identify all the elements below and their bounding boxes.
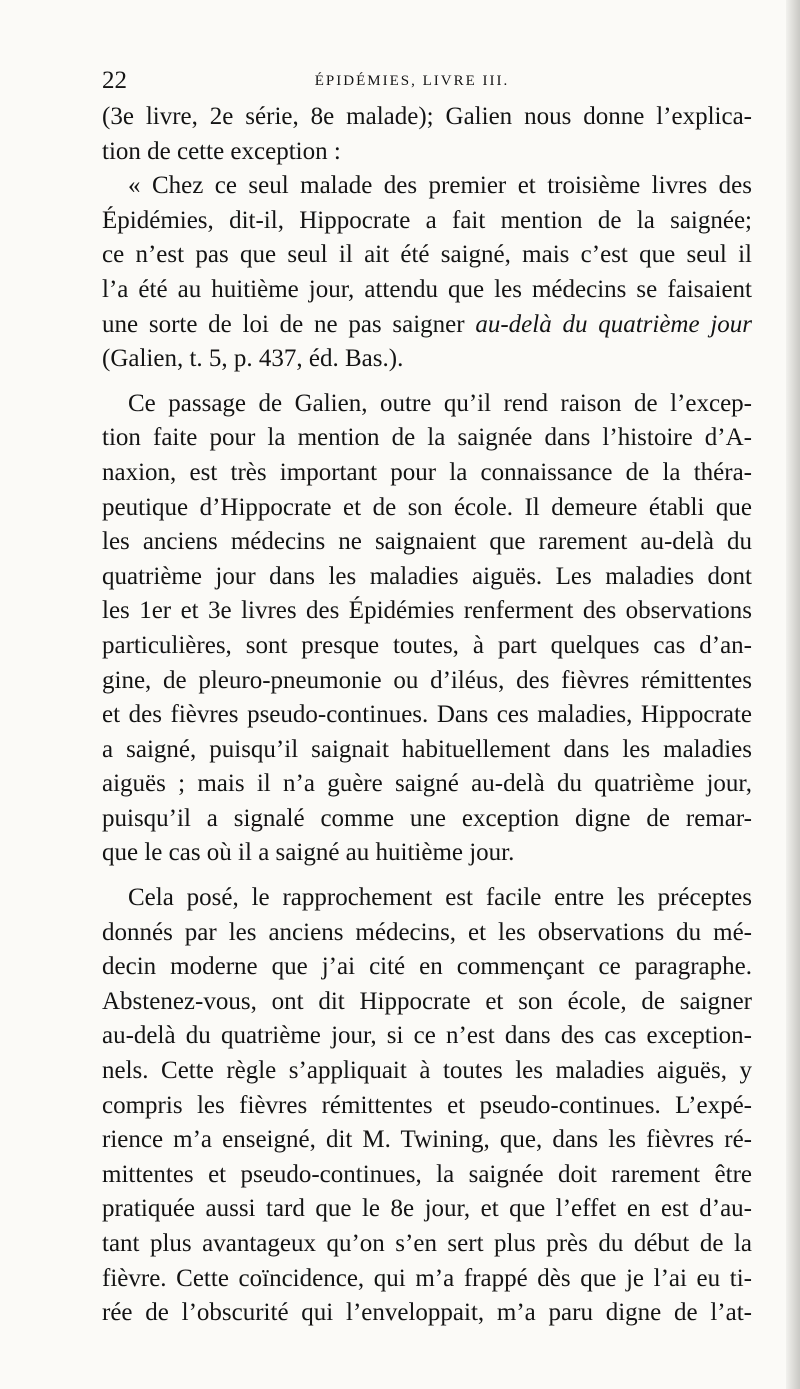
- text-line: puisqu’il a signalé comme une exception digne de remar-: [102, 804, 752, 832]
- italic-phrase: au-delà du quatrième jour: [475, 310, 753, 338]
- text-line: peutique d’Hippocrate et de son école. Il demeure établi que: [102, 493, 752, 521]
- text-line: fièvre. Cette coïncidence, qui m’a frappé dès que je l’ai eu ti-: [102, 1264, 752, 1292]
- text-line: au-delà du quatrième jour, si ce n’est dans des cas exception-: [102, 1022, 752, 1050]
- text-line: compris les fièvres rémittentes et pseudo-continues. L’expé-: [102, 1091, 752, 1119]
- text-line: quatrième jour dans les maladies aiguës. Les maladies dont: [102, 562, 752, 590]
- text-line: Épidémies, dit-il, Hippocrate a fait mention de la saignée;: [102, 206, 752, 234]
- page-number: 22: [102, 67, 127, 94]
- text-line: gine, de pleuro-pneumonie ou d’iléus, des fièvres rémittentes: [102, 666, 752, 694]
- text-line: et des fièvres pseudo-continues. Dans ces maladies, Hippocrate: [102, 701, 752, 729]
- text-line: les anciens médecins ne saignaient que rarement au-delà du: [102, 528, 752, 556]
- text-line: tion faite pour la mention de la saignée dans l’histoire d’A-: [102, 424, 752, 452]
- text-line: Cela posé, le rapprochement est facile entre les préceptes: [128, 884, 752, 912]
- text-line: Abstenez-vous, ont dit Hippocrate et son école, de saigner: [102, 987, 752, 1015]
- text-line: tion de cette exception :: [102, 137, 341, 165]
- text-line: donnés par les anciens médecins, et les observations du mé-: [102, 918, 752, 946]
- text-line: « Chez ce seul malade des premier et troisième livres des: [128, 172, 752, 200]
- text-line: mittentes et pseudo-continues, la saignée doit rarement être: [102, 1160, 752, 1188]
- running-header: [102, 64, 752, 98]
- text-line-with-italic: [102, 308, 752, 343]
- text-line: pratiquée aussi tard que le 8e jour, et que l’effet en est d’au-: [102, 1195, 752, 1223]
- text-line: ce n’est pas que seul il ait été saigné, mais c’est que seul il: [102, 241, 752, 269]
- text-line: Ce passage de Galien, outre qu’il rend raison de l’excep-: [128, 389, 752, 417]
- text-line: tant plus avantageux qu’on s’en sert plus près du début de la: [102, 1230, 752, 1257]
- text-line: les 1er et 3e livres des Épidémies renferment des observations: [102, 597, 752, 625]
- text-segment: une sorte de loi de ne pas saigner: [102, 310, 465, 338]
- body-text: [102, 100, 752, 1331]
- text-line: naxion, est très important pour la connaissance de la théra-: [102, 458, 752, 486]
- running-title: ÉPIDÉMIES, LIVRE III.: [314, 73, 510, 89]
- text-line: nels. Cette règle s’appliquait à toutes les maladies aiguës, y: [102, 1057, 752, 1085]
- text-line: aiguës ; mais il n’a guère saigné au-delà du quatrième jour,: [102, 770, 752, 798]
- text-line: rée de l’obscurité qui l’enveloppait, m’a paru digne de l’at-: [102, 1299, 752, 1327]
- text-line: que le cas où il a saigné au huitième jour.: [102, 839, 515, 867]
- text-line: l’a été au huitième jour, attendu que les médecins se faisaient: [102, 275, 752, 303]
- text-line: (3e livre, 2e série, 8e malade); Galien nous donne l’explica-: [102, 103, 752, 130]
- text-line: decin moderne que j’ai cité en commençant ce paragraphe.: [102, 953, 752, 981]
- text-line: a saigné, puisqu’il saignait habituellement dans les maladies: [102, 735, 752, 763]
- text-line: rience m’a enseigné, dit M. Twining, que, dans les fièvres ré-: [102, 1126, 752, 1154]
- text-line: (Galien, t. 5, p. 437, éd. Bas.).: [102, 345, 404, 373]
- page-edge-shadow: [786, 0, 800, 1389]
- text-line: particulières, sont presque toutes, à part quelques cas d’an-: [102, 631, 752, 659]
